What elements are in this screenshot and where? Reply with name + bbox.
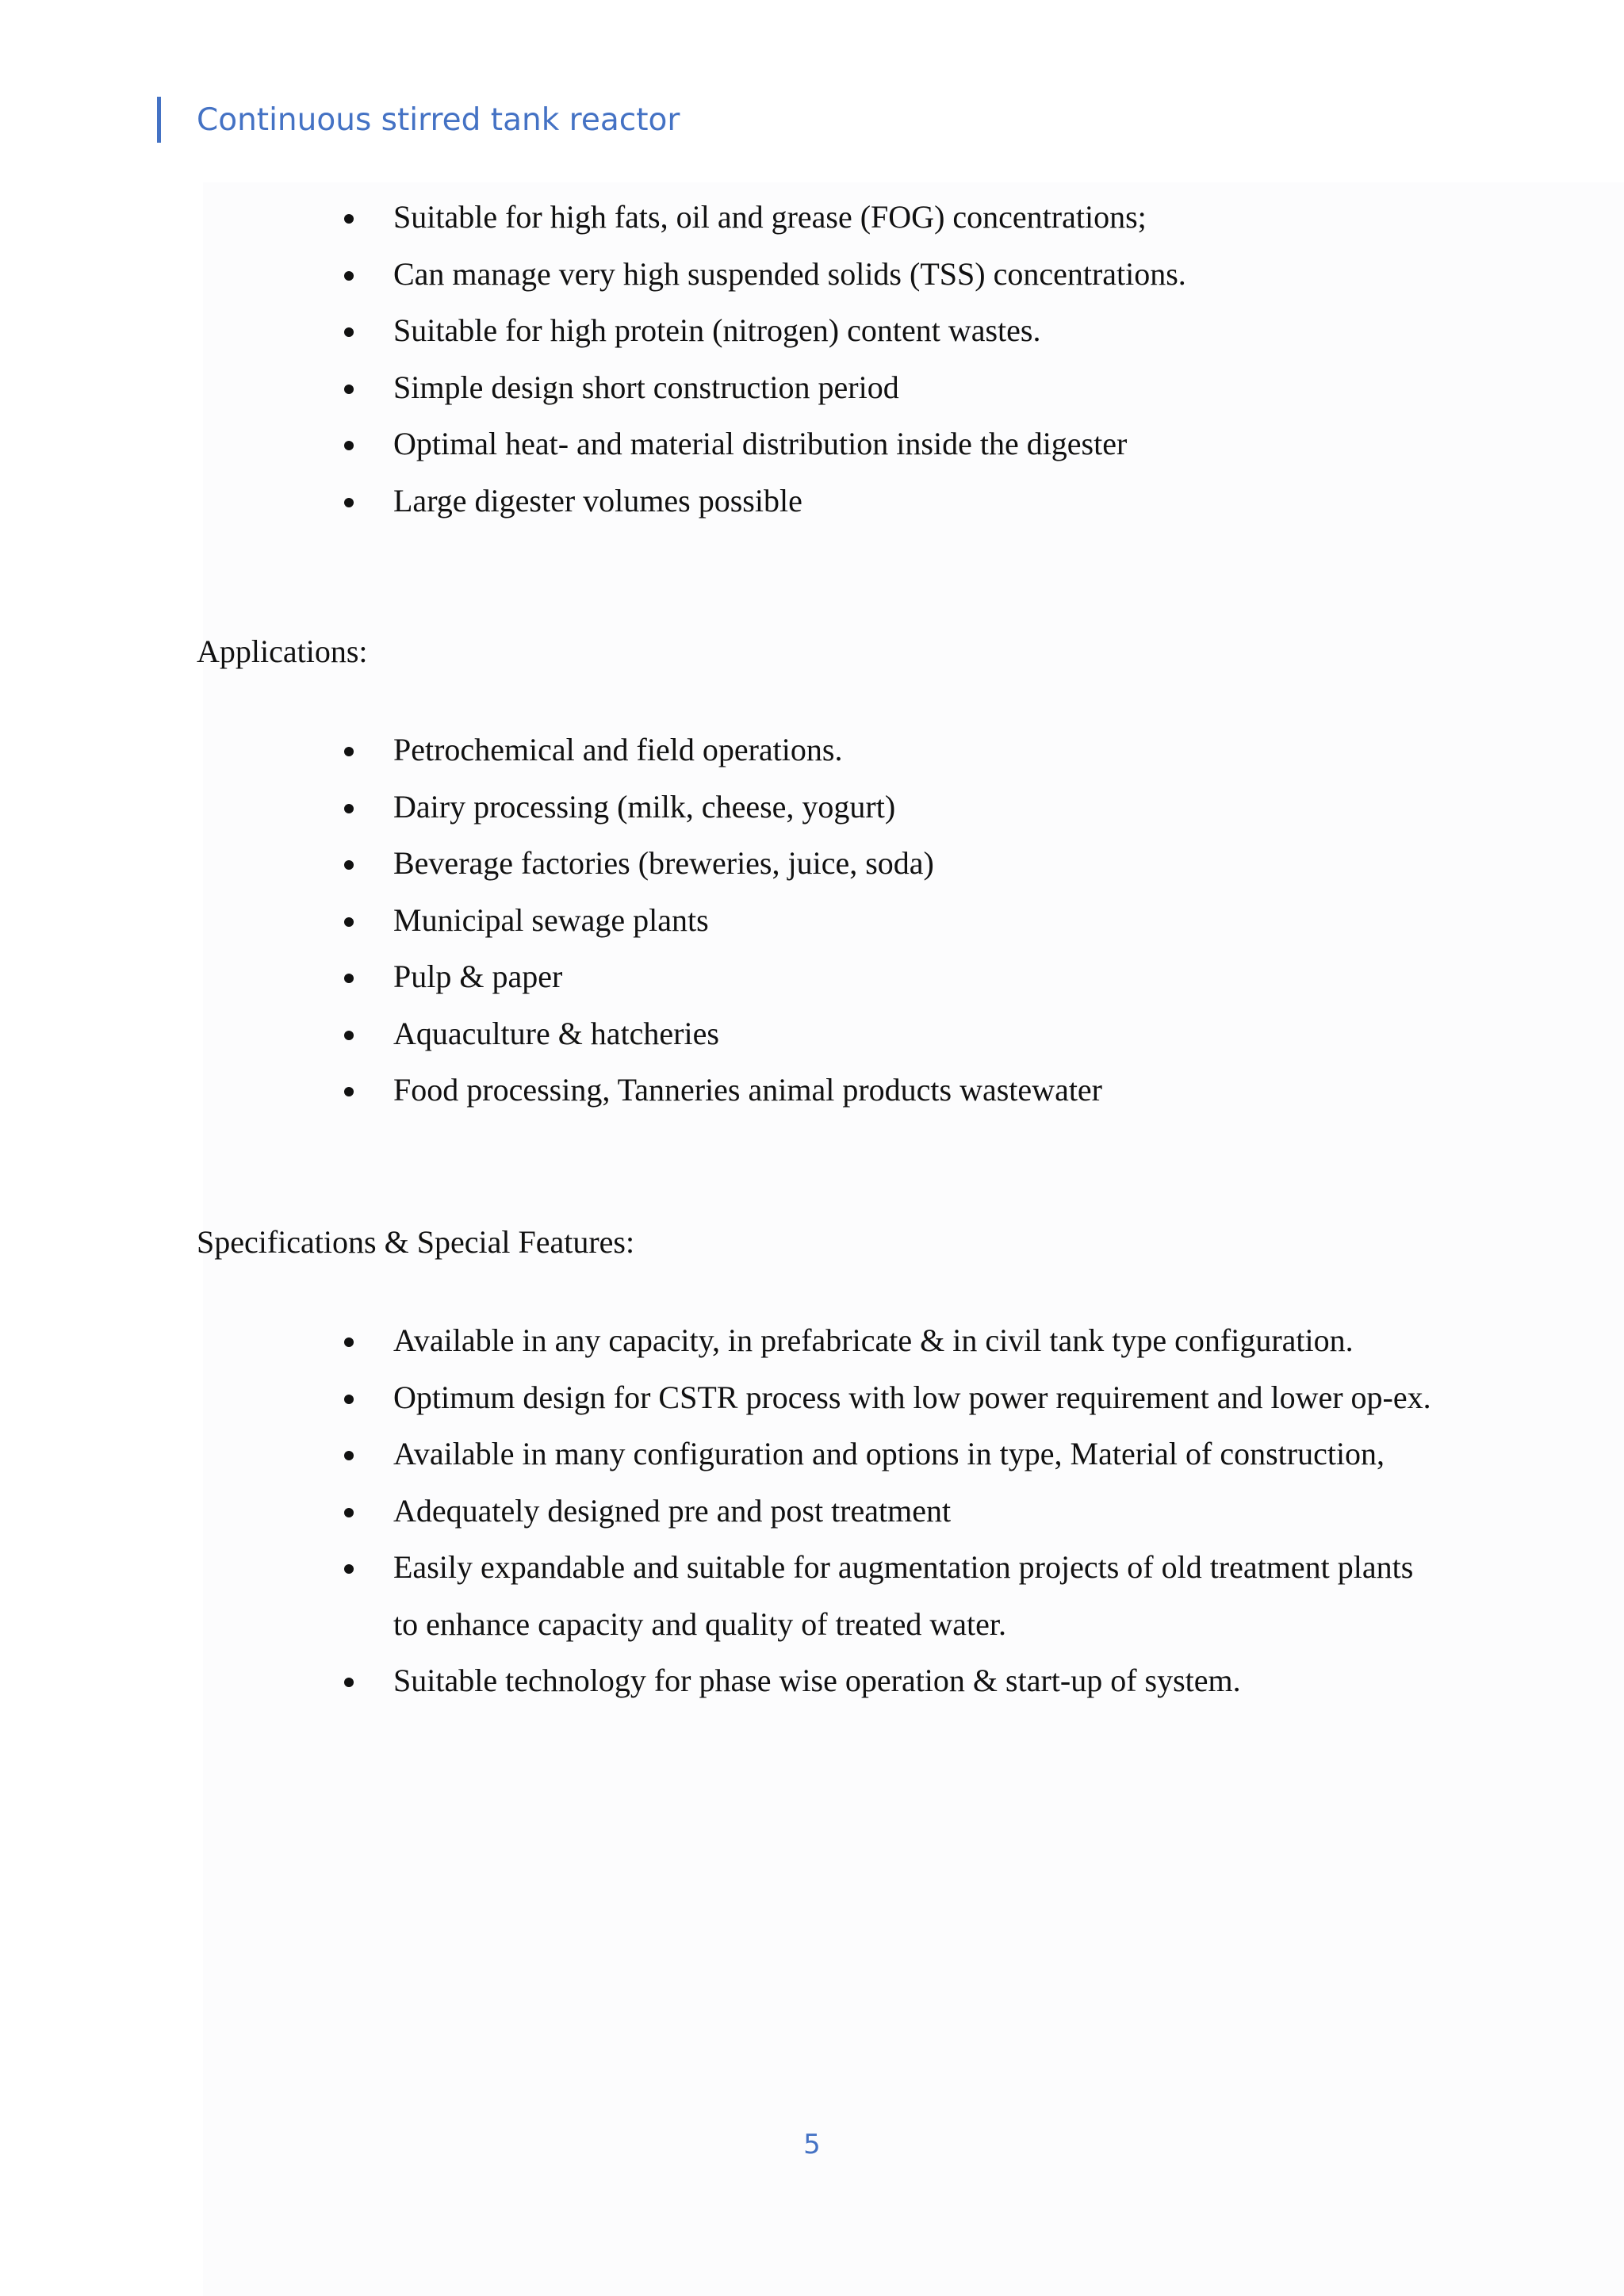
advantages-list xyxy=(341,189,1451,529)
bullet-icon xyxy=(344,1451,354,1460)
list-item: Optimum design for CSTR process with low power requirement and lower op-ex. xyxy=(341,1369,1435,1426)
header-accent-bar xyxy=(157,97,161,143)
list-item: Available in many configuration and options in type, Material of construction, xyxy=(341,1425,1435,1483)
list-item: Adequately designed pre and post treatment xyxy=(341,1483,1435,1540)
bullet-icon xyxy=(344,214,354,224)
bullet-icon xyxy=(344,1395,354,1404)
list-item: Suitable for high protein (nitrogen) content wastes. xyxy=(341,302,1451,359)
list-item: Suitable for high fats, oil and grease (FOG) concentrations; xyxy=(341,189,1451,246)
bullet-icon xyxy=(344,804,354,813)
list-item: Can manage very high suspended solids (TSS) concentrations. xyxy=(341,246,1451,303)
bullet-icon xyxy=(344,498,354,507)
list-item: Simple design short construction period xyxy=(341,359,1451,416)
bullet-icon xyxy=(344,1337,354,1347)
applications-heading: Applications: xyxy=(197,633,368,669)
list-item: Easily expandable and suitable for augmentation projects of old treatment plants to enhance capacity and quality of treated water. xyxy=(341,1539,1435,1652)
bullet-icon xyxy=(344,1508,354,1517)
list-item: Municipal sewage plants xyxy=(341,892,1451,949)
bullet-icon xyxy=(344,974,354,983)
header-title: Continuous stirred tank reactor xyxy=(197,101,680,138)
list-item: Dairy processing (milk, cheese, yogurt) xyxy=(341,779,1451,836)
specifications-heading: Specifications & Special Features: xyxy=(197,1224,635,1260)
bullet-icon xyxy=(344,385,354,394)
specifications-list xyxy=(341,1312,1435,1709)
bullet-icon xyxy=(344,1031,354,1040)
list-item: Available in any capacity, in prefabricate & in civil tank type configuration. xyxy=(341,1312,1435,1369)
list-item: Aquaculture & hatcheries xyxy=(341,1005,1451,1062)
bullet-icon xyxy=(344,860,354,870)
list-item: Petrochemical and field operations. xyxy=(341,721,1451,779)
applications-list xyxy=(341,721,1451,1119)
bullet-icon xyxy=(344,1564,354,1574)
list-item: Food processing, Tanneries animal products wastewater xyxy=(341,1062,1451,1119)
bullet-icon xyxy=(344,1678,354,1687)
list-item: Beverage factories (breweries, juice, soda) xyxy=(341,835,1451,892)
list-item: Optimal heat- and material distribution inside the digester xyxy=(341,415,1451,473)
bullet-icon xyxy=(344,327,354,337)
document-header xyxy=(157,97,680,143)
bullet-icon xyxy=(344,747,354,756)
bullet-icon xyxy=(344,917,354,927)
bullet-icon xyxy=(344,441,354,450)
list-item: Suitable technology for phase wise operation & start-up of system. xyxy=(341,1652,1435,1709)
list-item: Pulp & paper xyxy=(341,948,1451,1005)
bullet-icon xyxy=(344,1087,354,1096)
list-item: Large digester volumes possible xyxy=(341,473,1451,530)
page-number: 5 xyxy=(803,2129,821,2160)
bullet-icon xyxy=(344,271,354,281)
